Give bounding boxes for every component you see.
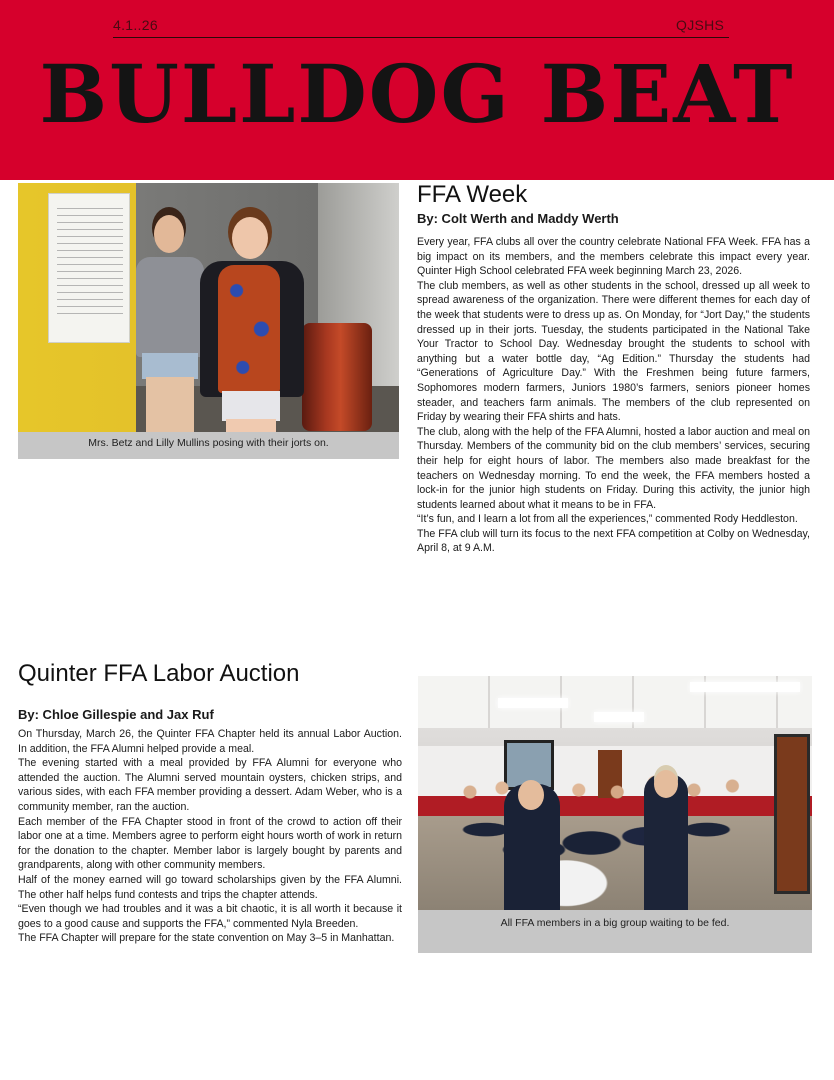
ffa-week-body [417,235,810,556]
ceiling-light [498,698,568,708]
masthead-divider [113,37,729,38]
paragraph: The club members, as well as other students in the school, dressed up all week to spread awareness of the organization. There were different themes for each day of the week that students were to dress up as. On Monday, for “Jort Day,” the students dressed up in their jorts. Tuesday, the students participated in the National Take Your Tractor to School Day. Wednesday brought the students to school with anything but a water bottle day, “Ag Edition.” Thursday the students had “Generations of Agriculture Day.” With the Freshmen being future farmers, Sophomores modern farmers, Juniors 1980’s farmers, seniors pioneer homes steader, and teachers farm animals. The members of the club represented on Friday by wearing their FFA shirts and hats. [417,279,810,424]
paragraph: The club, along with the help of the FFA Alumni, hosted a labor auction and meal on Thursday. Members of the community bid on the club members’ services, securing their help for eight hours of labor. The members also made breakfast for the teachers on Wednesday morning. To end the week, the FFA members hosted a lock-in for the junior high students on Friday. During this activity, the junior high students learned about what it means to be in FFA. [417,425,810,511]
wall-poster [48,193,130,343]
issue-date: 4.1..26 [113,17,158,33]
paragraph: Half of the money earned will go toward scholarships given by the FFA Alumni. The other half helps fund contests and trips the chapter attends. [18,873,402,901]
door [774,734,810,894]
paragraph: Each member of the FFA Chapter stood in front of the crowd to action off their labor one at a time. Members agree to perform eight hours worth of work in return for the donation to the chapter. Member labor is largely bought by parents and grandparents, along with other community members. [18,815,402,872]
ffa-week-byline: By: Colt Werth and Maddy Werth [417,211,619,226]
labor-auction-byline: By: Chloe Gillespie and Jax Ruf [18,707,214,722]
labor-auction-photo [418,676,812,910]
newspaper-title: BULLDOG BEAT [39,47,795,141]
paragraph: “Even though we had troubles and it was a bit chaotic, it is all worth it because it goes to a good cause and supports the FFA,” commented Nyla Breeden. [18,903,402,930]
ffa-week-photo [18,183,399,432]
ceiling-light [594,712,644,722]
labor-auction-headline: Quinter FFA Labor Auction [18,660,300,687]
teacher-figure [196,217,306,432]
barrel [302,323,372,431]
labor-auction-body [18,727,402,946]
standing-member-head [654,770,678,798]
paragraph: “It’s fun, and I learn a lot from all the experiences,” commented Rody Heddleston. [417,513,798,526]
paragraph: Every year, FFA clubs all over the country celebrate National FFA Week. FFA has a big impact on its members, and the members celebrate this impact every year. Quinter High School celebrated FFA week beginning March 23, 2026. [417,236,810,278]
paragraph: The evening started with a meal provided by FFA Alumni for everyone who attended the auction. The Alumni served mountain oysters, chicken strips, and various sides, with each FFA member providing a dessert. Adam Weber, who is a community member, ran the auction. [18,757,402,813]
masthead [0,0,834,180]
paragraph: The FFA Chapter will prepare for the state convention on May 3–5 in Manhattan. [18,932,395,945]
paragraph: The FFA club will turn its focus to the next FFA competition at Colby on Wednesday, April 8, at 9 A.M. [417,527,810,555]
ceiling-light [690,682,800,692]
crowd-heads [438,772,758,812]
labor-auction-photo-caption: All FFA members in a big group waiting to be fed. [418,910,812,953]
ffa-week-headline: FFA Week [417,181,528,208]
ffa-week-photo-caption: Mrs. Betz and Lilly Mullins posing with their jorts on. [18,432,399,459]
front-member-head [518,780,544,810]
school-name: QJSHS [676,17,725,33]
paragraph: On Thursday, March 26, the Quinter FFA Chapter held its annual Labor Auction. In addition, the FFA Alumni helped provide a meal. [18,728,402,755]
